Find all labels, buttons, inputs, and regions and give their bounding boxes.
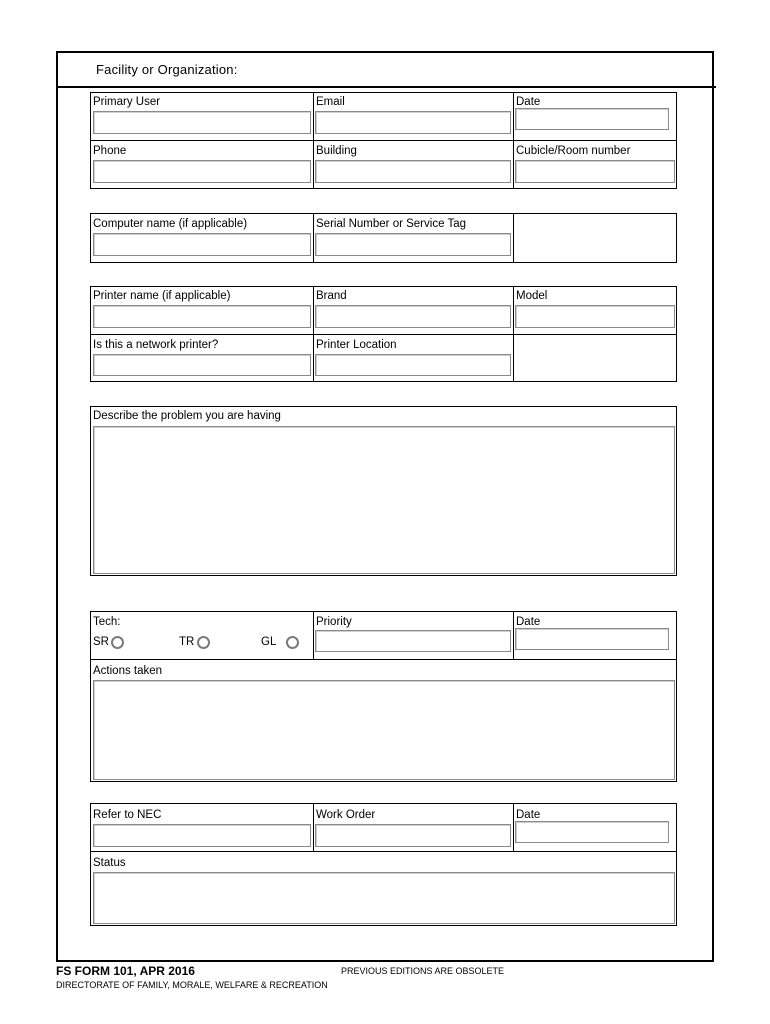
refer-section [90, 803, 677, 926]
serial-label: Serial Number or Service Tag [316, 218, 466, 230]
tech-label: Tech: [93, 616, 121, 628]
actions-taken-label: Actions taken [93, 665, 163, 677]
refer-date-label: Date [516, 809, 541, 821]
date-label: Date [516, 96, 541, 108]
building-label: Building [316, 145, 357, 157]
date-field[interactable] [515, 108, 669, 130]
refer-nec-field[interactable] [93, 824, 311, 847]
header-divider [56, 86, 716, 88]
refer-nec-label: Refer to NEC [93, 809, 162, 821]
primary-user-field[interactable] [93, 111, 311, 134]
phone-label: Phone [93, 145, 127, 157]
sr-radio[interactable] [111, 636, 124, 649]
tr-radio[interactable] [197, 636, 210, 649]
printer-location-field[interactable] [315, 354, 511, 376]
actions-taken-field[interactable] [93, 680, 675, 780]
priority-field[interactable] [315, 630, 511, 652]
computer-section [90, 213, 677, 263]
work-order-label: Work Order [316, 809, 376, 821]
serial-field[interactable] [315, 233, 511, 256]
network-printer-label: Is this a network printer? [93, 339, 219, 351]
tr-label: TR [179, 636, 195, 648]
user-section [90, 92, 677, 189]
model-field[interactable] [515, 305, 675, 328]
brand-label: Brand [316, 290, 347, 302]
cubicle-field[interactable] [515, 160, 675, 183]
model-label: Model [516, 290, 548, 302]
facility-label: Facility or Organization: [96, 62, 238, 77]
computer-name-label: Computer name (if applicable) [93, 218, 248, 230]
directorate-label: DIRECTORATE OF FAMILY, MORALE, WELFARE & RECREATION [56, 980, 328, 990]
priority-label: Priority [316, 616, 352, 628]
email-field[interactable] [315, 111, 511, 134]
refer-date-field[interactable] [515, 821, 669, 843]
tech-date-field[interactable] [515, 628, 669, 650]
computer-name-field[interactable] [93, 233, 311, 256]
printer-location-label: Printer Location [316, 339, 397, 351]
network-printer-field[interactable] [93, 354, 311, 376]
tech-date-label: Date [516, 616, 541, 628]
brand-field[interactable] [315, 305, 511, 328]
problem-description-field[interactable] [93, 426, 675, 574]
problem-section [90, 406, 677, 576]
describe-problem-label: Describe the problem you are having [93, 410, 281, 422]
printer-section [90, 286, 677, 382]
building-field[interactable] [315, 160, 511, 183]
cubicle-label: Cubicle/Room number [516, 145, 631, 157]
tech-section [90, 611, 677, 782]
gl-label: GL [261, 636, 277, 648]
printer-name-field[interactable] [93, 305, 311, 328]
gl-radio[interactable] [286, 636, 299, 649]
status-field[interactable] [93, 872, 675, 924]
email-label: Email [316, 96, 345, 108]
phone-field[interactable] [93, 160, 311, 183]
obsolete-note: PREVIOUS EDITIONS ARE OBSOLETE [341, 966, 505, 976]
work-order-field[interactable] [315, 824, 511, 847]
form-title: FS FORM 101, APR 2016 [56, 964, 195, 978]
printer-name-label: Printer name (if applicable) [93, 290, 231, 302]
status-label: Status [93, 857, 126, 869]
primary-user-label: Primary User [93, 96, 161, 108]
sr-label: SR [93, 636, 109, 648]
